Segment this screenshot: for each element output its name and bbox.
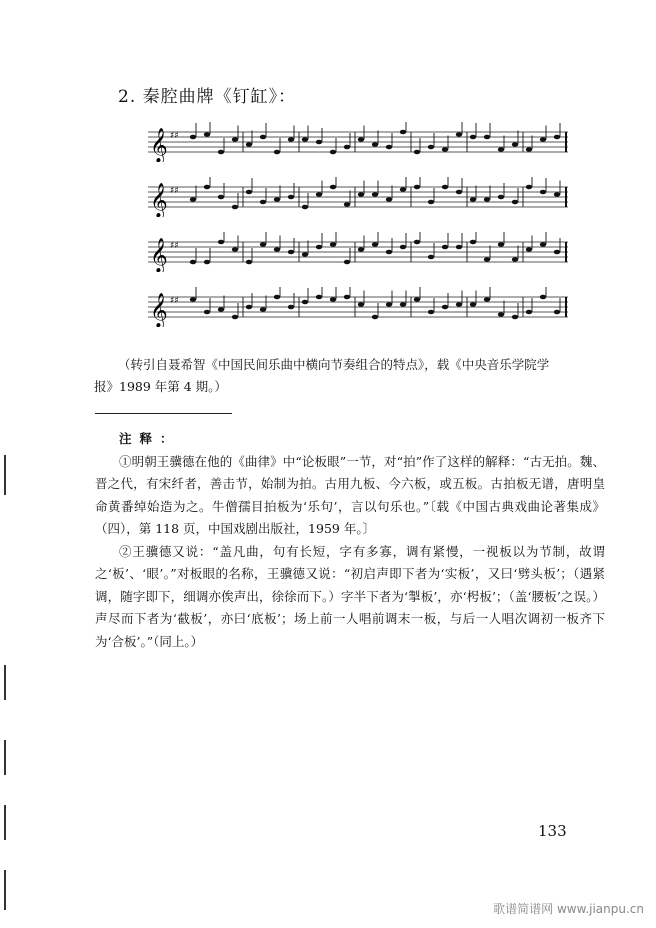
note-head: [400, 245, 406, 250]
note-head: [330, 297, 336, 302]
note-head: [540, 137, 546, 142]
note-head: [470, 135, 476, 140]
treble-clef-icon: 𝄞: [150, 183, 168, 217]
note-head: [288, 250, 294, 255]
key-signature-sharp: ♯♯: [170, 131, 179, 141]
note-head: [274, 197, 280, 202]
footnote-2: ②王骥德又说：“盖凡曲，句有长短，字有多寡，调有紧慢，一视板以为节制，故谓之‘板’、‘眼’。”对板眼的名称，王骥德又说：“初启声即下者为‘实板’，又曰‘劈头板’；（遇紧调，随字即下，细调亦俟声出，徐徐而下。）字半下者为‘掣板’，亦‘枵板’；（盖‘腰板’之误。）声尽而下者为‘截板’，亦曰‘底板’；场上前一人唱前调末一板，与后一人唱次调初一板齐下为‘合板’。”（同上。）: [95, 543, 605, 649]
note-head: [288, 305, 294, 310]
note-head: [526, 247, 532, 252]
note-head: [260, 200, 266, 205]
note-head: [428, 255, 434, 260]
note-head: [386, 250, 392, 255]
note-head: [456, 245, 462, 250]
note-head: [358, 192, 364, 197]
note-head: [470, 197, 476, 202]
notes-heading: 注释：: [119, 431, 181, 446]
note-head: [302, 205, 308, 210]
note-head: [400, 187, 406, 192]
music-staff-1: [148, 122, 568, 162]
treble-clef-icon: 𝄞: [150, 128, 168, 162]
note-head: [470, 240, 476, 245]
note-head: [512, 200, 518, 205]
note-head: [470, 302, 476, 307]
music-staff-4: [148, 287, 568, 327]
note-head: [386, 302, 392, 307]
note-head: [540, 242, 546, 247]
note-head: [456, 302, 462, 307]
note-head: [414, 150, 420, 155]
caption-line-2: 报》1989 年第 4 期。）: [94, 379, 227, 394]
note-head: [316, 192, 322, 197]
footnotes: [95, 428, 605, 653]
note-head: [218, 150, 224, 155]
note-head: [498, 147, 504, 152]
note-head: [204, 310, 210, 315]
note-head: [190, 197, 196, 202]
music-staff-3: [148, 232, 568, 272]
note-head: [316, 140, 322, 145]
note-head: [442, 245, 448, 250]
note-head: [260, 307, 266, 312]
note-head: [274, 247, 280, 252]
note-head: [204, 132, 210, 137]
note-head: [372, 192, 378, 197]
note-head: [246, 260, 252, 265]
page-number: 133: [538, 822, 567, 840]
note-head: [526, 147, 532, 152]
note-head: [260, 135, 266, 140]
note-head: [456, 190, 462, 195]
note-head: [274, 295, 280, 300]
note-head: [400, 302, 406, 307]
note-head: [526, 310, 532, 315]
note-head: [554, 310, 560, 315]
footnote-1: ①明朝王骥德在他的《曲律》中“论板眼”一节，对“拍”作了这样的解释：“古无拍。魏、晋之代，有宋纤者，善击节，始制为拍。古用九板、今六板，或五板。古拍板无谱，唐明皇命黄番绰始造为之。牛僧孺目拍板为‘乐句’，言以句乐也。”〔载《中国古典戏曲论著集成》（四），第 118 页，中国戏剧出版社，1959 年。〕: [95, 453, 605, 536]
scan-edge-mark: [4, 455, 6, 495]
note-head: [428, 310, 434, 315]
note-head: [232, 137, 238, 142]
note-head: [456, 132, 462, 137]
note-head: [302, 252, 308, 257]
note-head: [386, 197, 392, 202]
note-head: [400, 130, 406, 135]
note-head: [372, 142, 378, 147]
source-caption: [94, 354, 598, 398]
note-head: [344, 295, 350, 300]
note-head: [190, 260, 196, 265]
note-head: [330, 185, 336, 190]
note-head: [386, 145, 392, 150]
note-head: [484, 197, 490, 202]
caption-line-1: （转引自聂希智《中国民间乐曲中横向节奏组合的特点》，载《中央音乐学院学: [118, 357, 550, 372]
note-head: [484, 135, 490, 140]
note-head: [484, 257, 490, 262]
note-head: [302, 300, 308, 305]
note-head: [190, 135, 196, 140]
note-head: [372, 242, 378, 247]
note-head: [232, 315, 238, 320]
note-head: [512, 315, 518, 320]
note-head: [218, 195, 224, 200]
footnote-divider: [95, 413, 232, 414]
scan-edge-mark: [4, 870, 6, 910]
note-head: [190, 297, 196, 302]
note-head: [442, 147, 448, 152]
note-head: [372, 315, 378, 320]
note-head: [428, 200, 434, 205]
note-head: [498, 242, 504, 247]
section-title: 2. 秦腔曲牌《钉缸》：: [118, 87, 297, 107]
note-head: [204, 185, 210, 190]
note-head: [554, 192, 560, 197]
note-head: [330, 150, 336, 155]
note-head: [344, 145, 350, 150]
watermark: 歌谱简谱网 www.jianpu.cn: [493, 902, 644, 916]
note-head: [554, 135, 560, 140]
note-head: [358, 137, 364, 142]
note-head: [316, 295, 322, 300]
note-head: [484, 297, 490, 302]
note-head: [316, 245, 322, 250]
note-head: [260, 242, 266, 247]
note-head: [204, 260, 210, 265]
note-head: [540, 190, 546, 195]
note-head: [512, 257, 518, 262]
note-head: [344, 260, 350, 265]
note-head: [512, 142, 518, 147]
note-head: [498, 195, 504, 200]
note-head: [428, 145, 434, 150]
treble-clef-icon: 𝄞: [150, 238, 168, 272]
note-head: [246, 305, 252, 310]
note-head: [442, 305, 448, 310]
note-head: [288, 195, 294, 200]
note-head: [414, 240, 420, 245]
key-signature-sharp: ♯♯: [170, 186, 179, 196]
note-head: [358, 247, 364, 252]
music-staff-2: [148, 177, 568, 217]
note-head: [218, 240, 224, 245]
note-head: [302, 137, 308, 142]
note-head: [540, 295, 546, 300]
note-head: [330, 242, 336, 247]
note-head: [442, 185, 448, 190]
note-head: [526, 185, 532, 190]
key-signature-sharp: ♯♯: [170, 241, 179, 251]
note-head: [274, 150, 280, 155]
note-head: [232, 205, 238, 210]
note-head: [358, 302, 364, 307]
scan-edge-mark: [4, 740, 6, 775]
key-signature-sharp: ♯♯: [170, 296, 179, 306]
note-head: [288, 137, 294, 142]
scan-edge-mark: [4, 665, 6, 700]
note-head: [218, 307, 224, 312]
note-head: [498, 312, 504, 317]
treble-clef-icon: 𝄞: [150, 293, 168, 327]
note-head: [344, 202, 350, 207]
note-head: [414, 297, 420, 302]
note-head: [246, 190, 252, 195]
note-head: [414, 185, 420, 190]
note-head: [232, 247, 238, 252]
scan-edge-mark: [4, 805, 6, 840]
note-head: [554, 250, 560, 255]
note-head: [246, 142, 252, 147]
